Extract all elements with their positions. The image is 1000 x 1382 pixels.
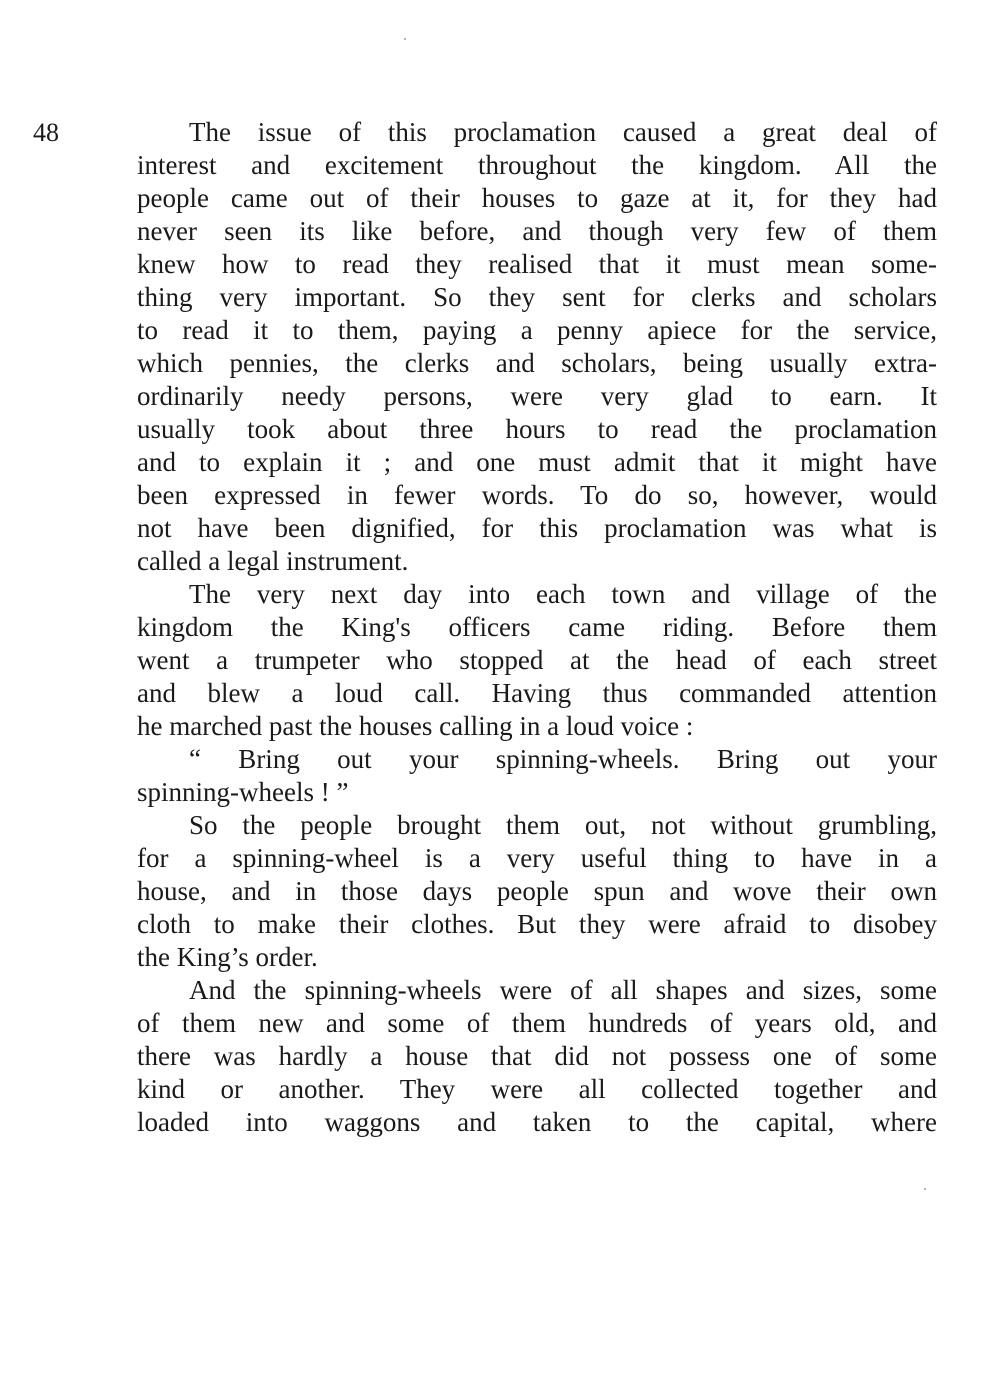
scan-speck (924, 1188, 926, 1190)
text-line: kind or another. They were all collected together and (137, 1074, 937, 1104)
text-line: And the spinning-wheels were of all shapes and sizes, some (189, 975, 937, 1005)
text-line: not have been dignified, for this proclamation was what is (137, 513, 937, 543)
text-line: he marched past the houses calling in a loud voice : (137, 711, 694, 741)
text-line: the King’s order. (137, 942, 318, 972)
text-line: been expressed in fewer words. To do so, however, would (137, 480, 937, 510)
text-line: “ Bring out your spinning-wheels. Bring out your (189, 744, 937, 774)
text-line: and blew a loud call. Having thus commanded attention (137, 678, 937, 708)
text-line: interest and excitement throughout the kingdom. All the (137, 150, 937, 180)
text-line: of them new and some of them hundreds of years old, and (137, 1008, 937, 1038)
text-line: thing very important. So they sent for clerks and scholars (137, 282, 937, 312)
text-line: The very next day into each town and village of the (189, 579, 937, 609)
text-line: people came out of their houses to gaze at it, for they had (137, 183, 937, 213)
paragraph-2 (137, 578, 937, 743)
page-number: 48 (33, 118, 59, 147)
text-line: spinning-wheels ! ” (137, 777, 349, 807)
text-line: The issue of this proclamation caused a great deal of (189, 117, 937, 147)
text-line: house, and in those days people spun and wove their own (137, 876, 937, 906)
text-line: called a legal instrument. (137, 546, 409, 576)
paragraph-3 (137, 743, 937, 809)
scan-speck (404, 38, 406, 40)
text-line: ordinarily needy persons, were very glad to earn. It (137, 381, 937, 411)
text-line: loaded into waggons and taken to the capital, where (137, 1107, 937, 1137)
text-line: which pennies, the clerks and scholars, being usually extra- (137, 348, 937, 378)
text-line: knew how to read they realised that it must mean some- (137, 249, 937, 279)
text-line: So the people brought them out, not without grumbling, (189, 810, 937, 840)
text-line: never seen its like before, and though very few of them (137, 216, 937, 246)
text-line: kingdom the King's officers came riding. Before them (137, 612, 937, 642)
text-line: there was hardly a house that did not possess one of some (137, 1041, 937, 1071)
text-line: for a spinning-wheel is a very useful thing to have in a (137, 843, 937, 873)
text-line: went a trumpeter who stopped at the head of each street (137, 645, 937, 675)
text-line: usually took about three hours to read the proclamation (137, 414, 937, 444)
paragraph-4 (137, 809, 937, 974)
text-line: and to explain it ; and one must admit that it might have (137, 447, 937, 477)
body-text (137, 116, 937, 1139)
paragraph-1 (137, 116, 937, 578)
paragraph-5 (137, 974, 937, 1139)
text-line: cloth to make their clothes. But they were afraid to disobey (137, 909, 937, 939)
text-line: to read it to them, paying a penny apiece for the service, (137, 315, 937, 345)
